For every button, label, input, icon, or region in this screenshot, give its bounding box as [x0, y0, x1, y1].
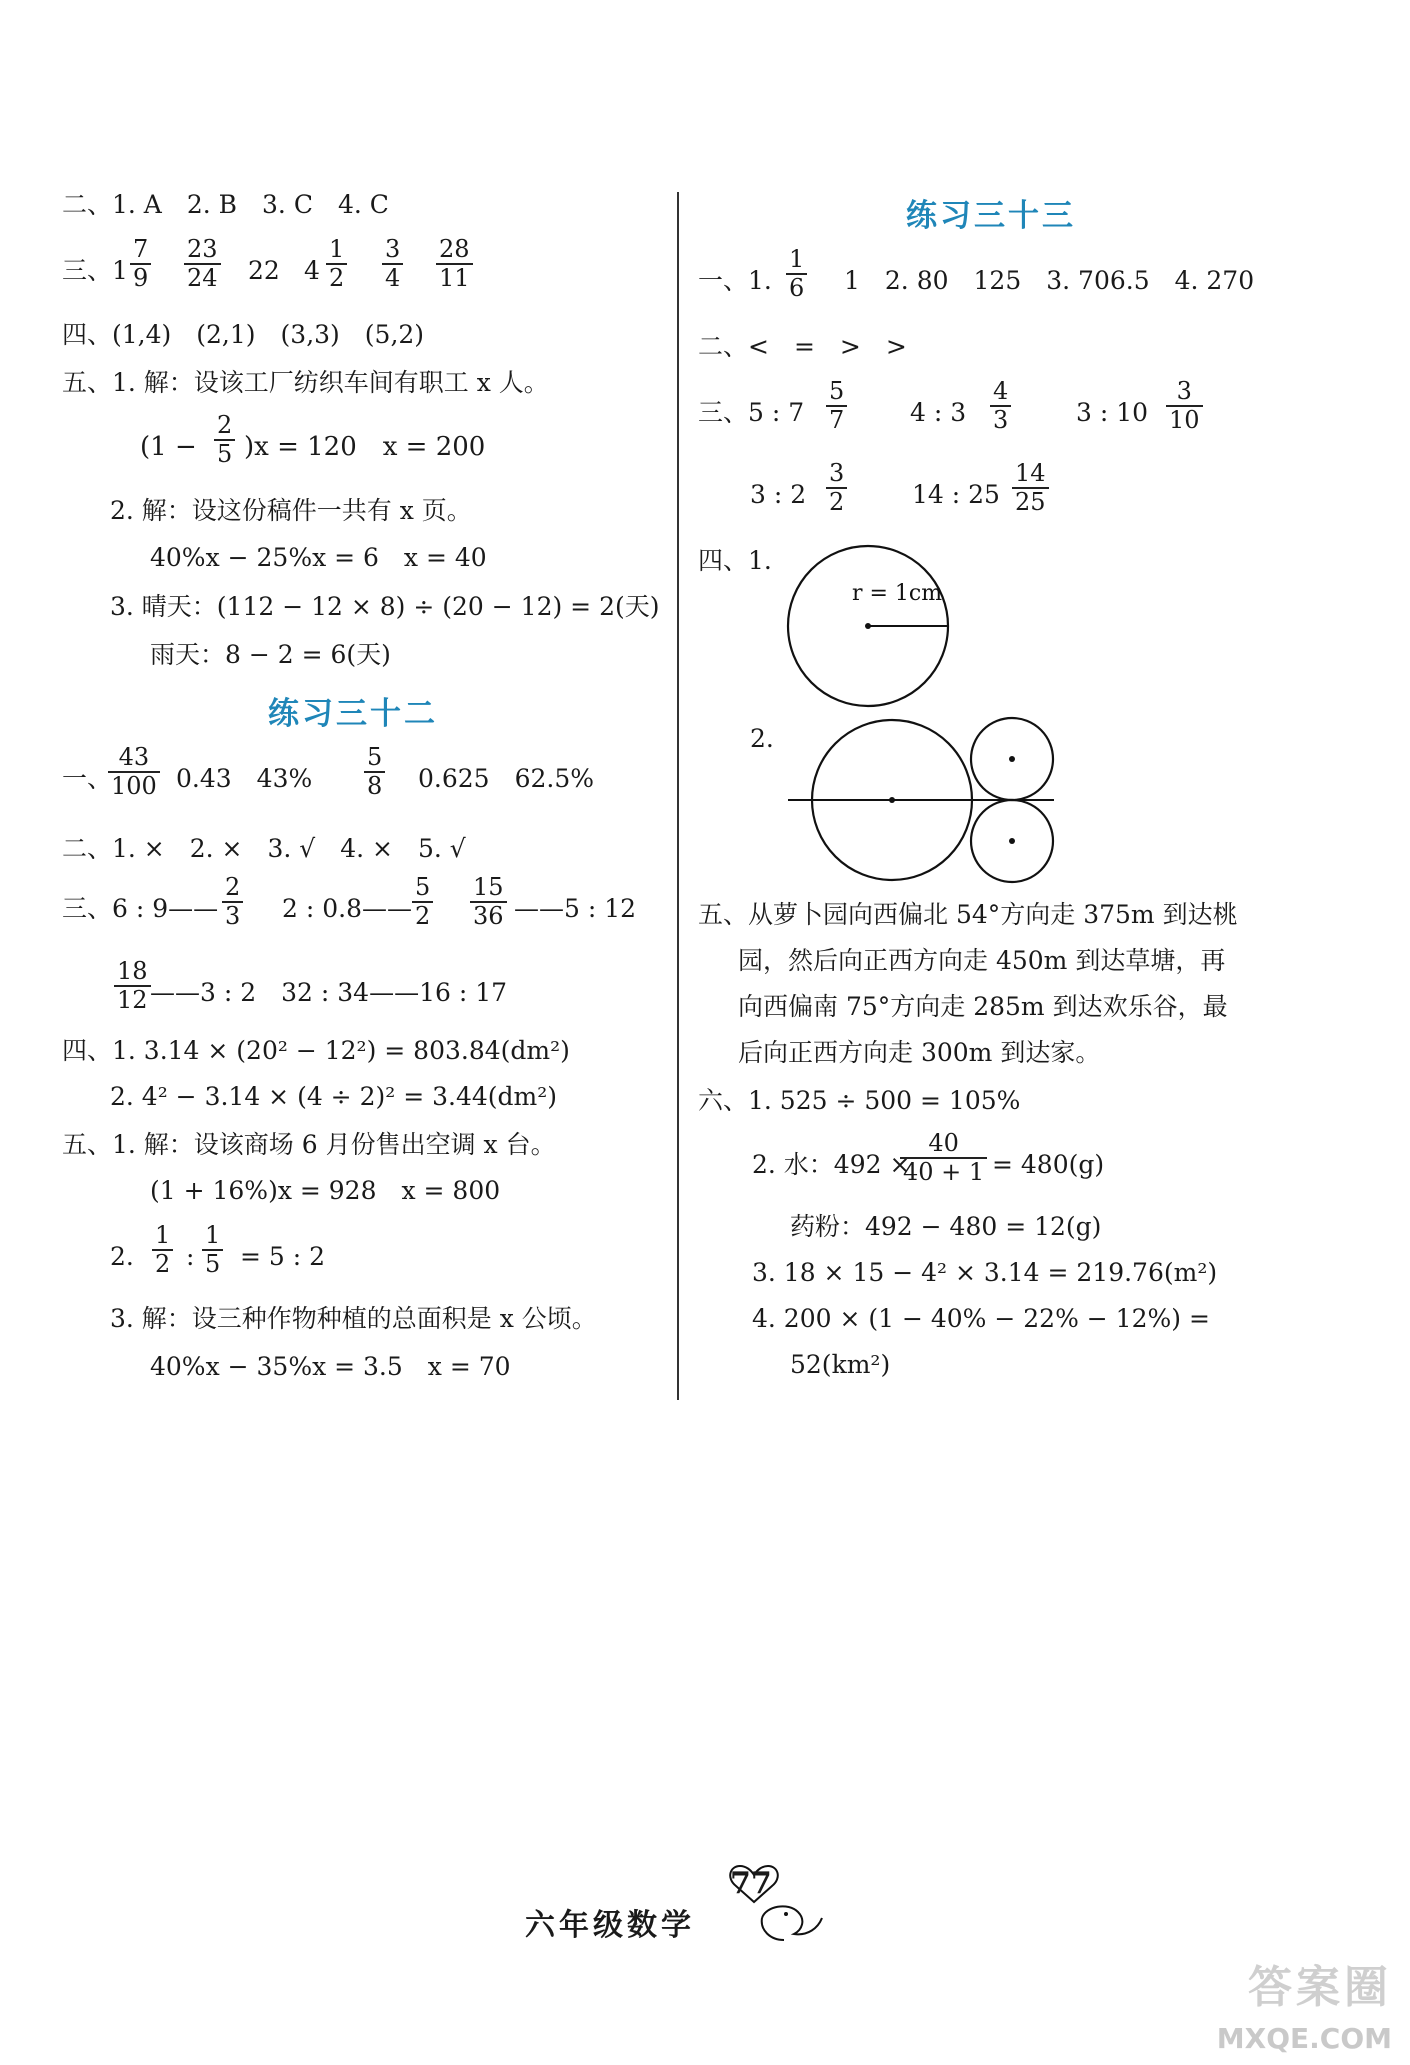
- q3-ratio: 三、6 : 9——: [62, 894, 219, 923]
- fraction: 14 25: [1012, 460, 1049, 516]
- center-dot: [889, 797, 895, 803]
- footer-title: 六年级数学: [525, 1908, 695, 1943]
- q5-3-rainy: 雨天：8 − 2 = 6(天): [150, 640, 391, 669]
- q1-label: 一、: [62, 764, 113, 793]
- q4-coordinates: 四、(1,4) (2,1) (3,3) (5,2): [62, 320, 425, 349]
- q5-route-line3: 向西偏南 75°方向走 285m 到达欢乐谷，最: [738, 992, 1228, 1021]
- q4-1-area: 四、1. 3.14 × (20² − 12²) = 803.84(dm²): [62, 1036, 570, 1065]
- watermark: MXQE.COM: [1216, 2022, 1392, 2055]
- q3-ratio: ——3 : 2 32 : 34——16 : 17: [150, 978, 508, 1007]
- page-number: 77: [730, 1866, 772, 1901]
- fraction: 4 3: [990, 378, 1011, 434]
- fraction: 2 5: [214, 412, 235, 468]
- q1-values: 0.43 43%: [176, 764, 313, 793]
- fraction: 5 8: [364, 744, 385, 800]
- q2-answers: 二、1. A 2. B 3. C 4. C: [62, 190, 389, 219]
- center-dot: [865, 623, 871, 629]
- fraction: 28 11: [436, 236, 473, 292]
- column-divider: [677, 192, 679, 1400]
- q6-2-powder: 药粉：492 − 480 = 12(g): [790, 1212, 1102, 1241]
- fraction: 1 5: [202, 1222, 223, 1278]
- fraction: 2 3: [222, 874, 243, 930]
- q6-2-result: = 480(g): [992, 1150, 1105, 1179]
- q5-1-solution: 五、1. 解：设该工厂纺织车间有职工 x 人。: [62, 368, 549, 397]
- circle-diagram-1: [780, 540, 960, 720]
- q2-comparisons: 二、< = > >: [698, 332, 907, 361]
- fraction: 18 12: [114, 958, 151, 1014]
- equation-part: (1 −: [140, 432, 197, 462]
- fraction: 1 2: [326, 236, 347, 292]
- equation-part: )x = 120 x = 200: [244, 432, 486, 462]
- fraction: 5 7: [826, 378, 847, 434]
- exercise-32-heading: 练习三十二: [268, 696, 438, 732]
- fraction: 3 2: [826, 460, 847, 516]
- q5-3-equation: 40%x − 35%x = 3.5 x = 70: [150, 1352, 511, 1381]
- seal-body: [762, 1906, 822, 1940]
- q5-2-solution: 2. 解：设这份稿件一共有 x 页。: [110, 496, 472, 525]
- q3-ratio: 4 : 3: [910, 398, 967, 427]
- q4-2-area: 2. 4² − 3.14 × (4 ÷ 2)² = 3.44(dm²): [110, 1082, 557, 1111]
- q3-ratio: 14 : 25: [912, 480, 1000, 509]
- q3-ratio: 2 : 0.8——: [282, 894, 412, 923]
- fraction: 3 4: [382, 236, 403, 292]
- q6-2-water: 2. 水：492 ×: [752, 1150, 911, 1179]
- q1-answers: 1 2. 80 125 3. 706.5 4. 270: [844, 266, 1255, 295]
- q5-3-sunny: 3. 晴天：(112 − 12 × 8) ÷ (20 − 12) = 2(天): [110, 592, 660, 621]
- q5-2-result: = 5 : 2: [240, 1242, 326, 1271]
- fraction: 40 40 + 1: [900, 1130, 987, 1186]
- fraction: 23 24: [184, 236, 221, 292]
- q3-ratio: 3 : 10: [1076, 398, 1149, 427]
- fraction: 1 2: [152, 1222, 173, 1278]
- center-dot: [1009, 756, 1015, 762]
- q3-ratio: 三、5 : 7: [698, 398, 805, 427]
- q6-1: 六、1. 525 ÷ 500 = 105%: [698, 1086, 1021, 1115]
- value: 22: [248, 256, 280, 285]
- q2-judgments: 二、1. × 2. × 3. √ 4. × 5. √: [62, 834, 466, 863]
- q5-route-line1: 五、从萝卜园向西偏北 54°方向走 375m 到达桃: [698, 900, 1238, 929]
- q5-route-line2: 园，然后向正西方向走 450m 到达草塘，再: [738, 946, 1226, 975]
- colon: :: [186, 1242, 195, 1271]
- fraction: 1 6: [786, 246, 807, 302]
- q3-ratio: ——5 : 12: [514, 894, 637, 923]
- value: 4: [304, 256, 320, 285]
- radius-label: r = 1cm: [852, 581, 943, 606]
- q3-ratio: 3 : 2: [750, 480, 807, 509]
- q1-values: 0.625 62.5%: [418, 764, 594, 793]
- fraction: 3 10: [1166, 378, 1203, 434]
- q6-3: 3. 18 × 15 − 4² × 3.14 = 219.76(m²): [752, 1258, 1218, 1287]
- fraction: 5 2: [412, 874, 433, 930]
- exercise-33-heading: 练习三十三: [906, 198, 1076, 234]
- q5-1-equation: (1 + 16%)x = 928 x = 800: [150, 1176, 501, 1205]
- q6-4-result: 52(km²): [790, 1350, 891, 1379]
- fraction: 43 100: [108, 744, 160, 800]
- seal-eye: [784, 1912, 788, 1916]
- q5-3-solution: 3. 解：设三种作物种植的总面积是 x 公顷。: [110, 1304, 597, 1333]
- q6-4: 4. 200 × (1 − 40% − 22% − 12%) =: [752, 1304, 1210, 1333]
- q5-2-label: 2.: [110, 1242, 134, 1271]
- watermark-logo: 答案圈: [1248, 1962, 1392, 2013]
- q5-route-line4: 后向正西方向走 300m 到达家。: [738, 1038, 1101, 1067]
- center-dot: [1009, 838, 1015, 844]
- fraction: 15 36: [470, 874, 507, 930]
- q5-1-solution: 五、1. 解：设该商场 6 月份售出空调 x 台。: [62, 1130, 556, 1159]
- q3-label: 三、1: [62, 256, 128, 285]
- q4-2-label: 2.: [750, 724, 774, 753]
- q4-1-label: 四、1.: [698, 546, 772, 575]
- q5-2-equation: 40%x − 25%x = 6 x = 40: [150, 543, 487, 572]
- fraction: 7 9: [130, 236, 151, 292]
- q1-label: 一、1.: [698, 266, 772, 295]
- circle-diagram-2: [786, 716, 1056, 886]
